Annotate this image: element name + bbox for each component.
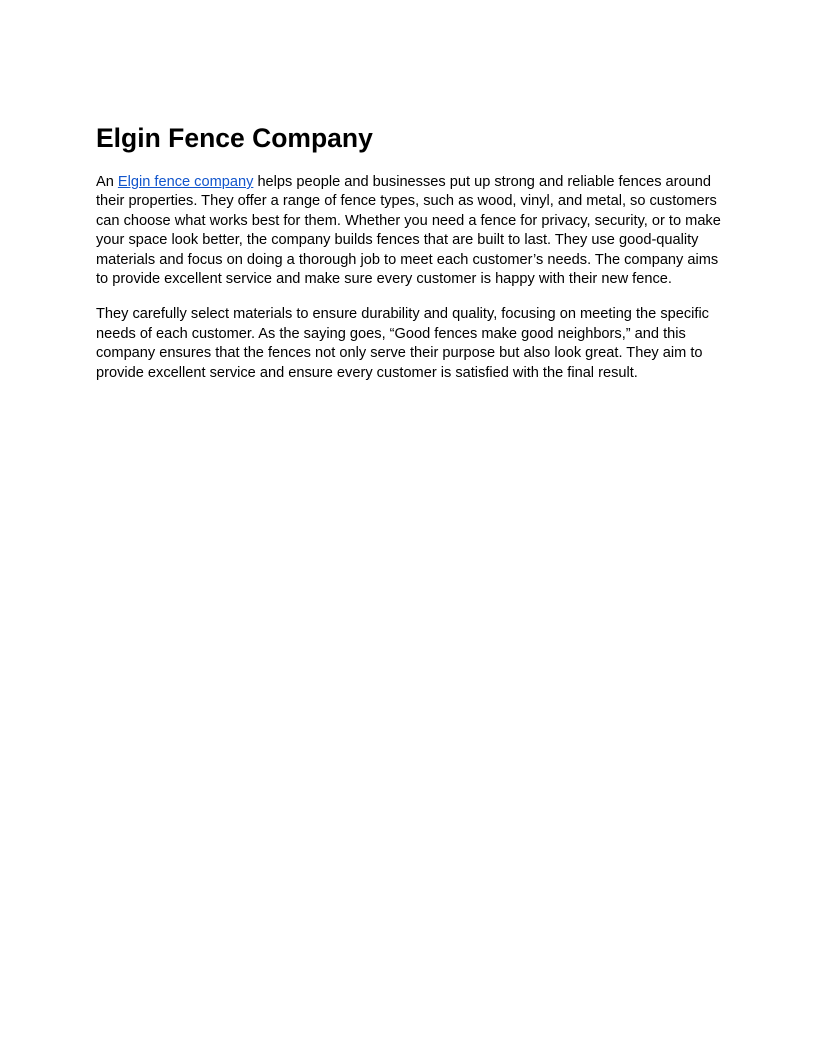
paragraph-intro-prefix: An (96, 174, 118, 190)
document-page (96, 118, 722, 383)
paragraph-materials: They carefully select materials to ensure durability and quality, focusing on meeting the specific needs of each customer. As the saying goes, “Good fences make good neighbors,” and this company ensures that the fences not only serve their purpose but also look great. They aim to provide excellent service and ensure every customer is satisfied with the final result. (96, 306, 709, 381)
elgin-fence-company-link[interactable]: Elgin fence company (117, 174, 254, 190)
paragraph-intro-text: helps people and businesses put up strong and reliable fences around their properties. They offer a range of fence types, such as wood, vinyl, and metal, so customers can choose what works best for them. Whether you need a fence for privacy, security, or to make your space look better, the company builds fences that are built to last. They use good-quality materials and focus on doing a thorough job to meet each customer’s needs. The company aims to provide excellent service and make sure every customer is happy with their new fence. (96, 174, 721, 288)
document-title: Elgin Fence Company (96, 123, 373, 153)
paragraph-intro (96, 173, 722, 289)
